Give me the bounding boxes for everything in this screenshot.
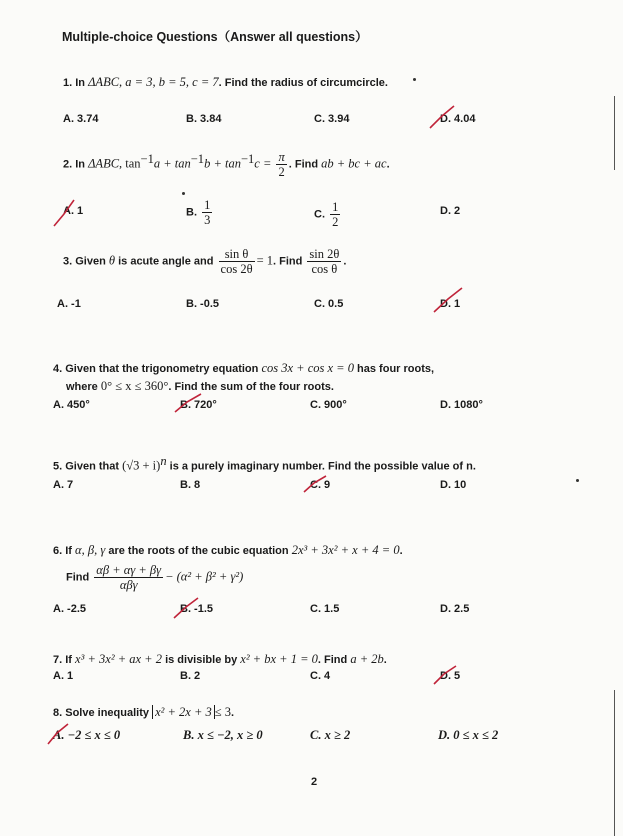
math-expression: cos 3x + cos x = 0	[261, 361, 354, 375]
option-a: A. 3.74	[63, 113, 99, 125]
question-text: Given that the trigonometry equation	[65, 363, 259, 375]
option-c: C. 900°	[310, 399, 347, 411]
question-text: Solve inequality	[65, 707, 149, 719]
superscript: −1	[140, 151, 154, 166]
question-text: In	[75, 158, 86, 171]
option-a: A. 450°	[53, 399, 90, 411]
question-number: 8.	[53, 707, 63, 719]
option-d: D. 5	[440, 670, 461, 682]
superscript: −1	[190, 151, 205, 166]
page-number: 2	[311, 776, 318, 788]
math-expression: = 1	[256, 253, 273, 268]
question-number: 7.	[53, 654, 63, 666]
question-number: 6.	[53, 545, 63, 557]
superscript: n	[160, 454, 167, 468]
option-a: A. 1	[53, 670, 74, 682]
option-a: A. -1	[57, 298, 81, 310]
option-d: D. 1	[440, 298, 461, 310]
answer-mark-q7	[432, 664, 461, 686]
option-d: D. 2.5	[440, 603, 470, 615]
option-a: A. -2.5	[53, 603, 87, 615]
option-d: D. 0 ≤ x ≤ 2	[438, 728, 499, 742]
question-1	[63, 75, 388, 90]
fraction: $\frac{1}{2}$	[332, 200, 339, 229]
question-4	[53, 361, 434, 376]
math-expression: α, β, γ	[75, 543, 106, 557]
question-text: . Find the sum of the four roots.	[168, 381, 334, 393]
question-text: where	[66, 381, 98, 393]
math-expression: 0° ≤ x ≤ 360°	[100, 379, 169, 393]
option-b: B. x ≤ −2, x ≥ 0	[183, 728, 263, 742]
option-b: B. -0.5	[186, 298, 220, 310]
question-text: . Find	[273, 255, 303, 268]
math-expression: ΔABC	[88, 75, 120, 89]
question-text: In	[75, 77, 86, 89]
pi-over-2-fraction: $\frac{\pi}{2}$	[278, 150, 285, 179]
question-text: are the roots of the cubic equation	[108, 545, 289, 557]
question-text: . Find	[288, 158, 319, 171]
math-expression: − (α² + β² + γ²)	[165, 569, 244, 584]
option-c: C. $\frac{1}{2}$	[314, 200, 339, 229]
math-expression: ab + bc + ac	[321, 156, 387, 171]
question-7: 7. If x³ + 3x² + ax + 2 is divisible by x² + bx + 1 = 0. Find a + 2b.	[53, 652, 387, 666]
question-text: Given	[75, 255, 106, 268]
option-b: B. -1.5	[180, 603, 214, 615]
option-c: C. 1.5	[310, 603, 340, 615]
answer-mark-q8	[46, 722, 70, 746]
math-expression: θ	[108, 253, 116, 268]
option-c: C. 0.5	[314, 298, 344, 310]
question-number: 1.	[63, 77, 73, 89]
math-expression: , a = 3, b = 5, c = 7	[119, 75, 219, 89]
fraction: $\frac{\text{sin θ}}{\cos 2\theta}$	[220, 247, 253, 276]
question-8: 8. Solve inequality x² + 2x + 3 ≤ 3.	[53, 705, 235, 719]
option-a: A. −2 ≤ x ≤ 0	[53, 728, 121, 742]
question-text: . Find	[317, 654, 348, 666]
math-expression: 2x³ + 3x² + x + 4 = 0	[291, 543, 400, 557]
option-b: B. $\frac{1}{3}$	[186, 198, 211, 227]
question-5	[53, 454, 476, 474]
math-expression: tan	[125, 156, 141, 171]
math-expression: x² + bx + 1 = 0	[240, 652, 318, 666]
option-b: B. 8	[180, 479, 201, 491]
option-a: A. 1	[63, 205, 84, 217]
question-6-line-2	[66, 563, 243, 592]
option-d: D. 2	[440, 205, 461, 217]
page-title: Multiple-choice Questions（Answer all questions）	[62, 30, 368, 44]
question-text: If	[65, 654, 72, 666]
answer-mark-q4	[173, 392, 203, 414]
fraction: $\frac{\sin 2\theta}{\text{cos θ}}$	[309, 247, 340, 276]
question-text: Given that	[65, 460, 120, 473]
math-expression: x³ + 3x² + ax + 2	[75, 652, 162, 666]
scan-speck	[182, 192, 185, 195]
answer-mark-q5	[302, 474, 331, 494]
option-c: C. x ≥ 2	[310, 728, 351, 742]
question-number: 3.	[63, 255, 73, 268]
fraction: $\frac{1}{3}$	[204, 198, 211, 227]
option-d: D. 10	[440, 479, 467, 491]
absolute-value-expression: x² + 2x + 3	[152, 705, 215, 719]
math-expression: ΔABC,	[88, 156, 123, 171]
scan-edge-line	[614, 96, 615, 170]
answer-mark-q3	[432, 286, 464, 314]
answer-mark-q2	[52, 198, 78, 228]
fraction: $\frac{\alpha\beta + \alpha\gamma + \beta\gamma}{\text{αβγ}}$	[96, 563, 162, 592]
option-b: B. 3.84	[186, 113, 222, 125]
question-text: is divisible by	[165, 654, 238, 666]
option-c: C. 4	[310, 670, 331, 682]
question-text: Find	[66, 571, 90, 584]
question-text: is a purely imaginary number. Find the possible value of n.	[169, 460, 476, 473]
math-expression: b + tan	[204, 156, 241, 171]
option-b: B. 2	[180, 670, 201, 682]
option-a: A. 7	[53, 479, 74, 491]
question-number: 4.	[53, 363, 63, 375]
superscript: −1	[240, 151, 255, 166]
scan-speck	[413, 78, 416, 81]
question-6: 6. If α, β, γ are the roots of the cubic equation 2x³ + 3x² + x + 4 = 0.	[53, 543, 403, 557]
question-2: 2. In ΔABC, $\tan^{-1}a + \tan^{-1}b + \tan^{-1}c$ = $\frac{\pi}{2}$ . Find ab + bc + ac.	[63, 150, 390, 179]
math-expression: a + tan	[153, 156, 191, 171]
question-text: If	[65, 545, 72, 557]
math-expression: (√3 + i)	[122, 458, 161, 473]
option-d: D. 1080°	[440, 399, 483, 411]
question-text: . Find the radius of circumcircle.	[218, 77, 388, 89]
answer-mark-q6	[172, 596, 200, 620]
math-expression: c =	[254, 156, 272, 171]
scan-speck	[576, 479, 579, 482]
question-number: 5.	[53, 460, 63, 473]
option-b: B. 720°	[180, 399, 217, 411]
scan-edge-line	[614, 690, 615, 836]
answer-mark-q1	[428, 104, 458, 130]
math-expression: ≤ 3	[214, 705, 232, 719]
option-d: D. 4.04	[440, 113, 476, 125]
option-c: C. 9	[310, 479, 331, 491]
question-text: is acute angle and	[118, 255, 214, 268]
question-3: 3. Given θ is acute angle and $\frac{\text{sin θ}}{\cos 2\theta}$ = 1. Find $\frac{\sin 2\theta}{\text{cos θ}}$ .	[63, 247, 347, 276]
math-expression: a + 2b	[350, 652, 384, 666]
question-text: has four roots,	[357, 363, 435, 375]
question-number: 2.	[63, 158, 73, 171]
option-c: C. 3.94	[314, 113, 350, 125]
